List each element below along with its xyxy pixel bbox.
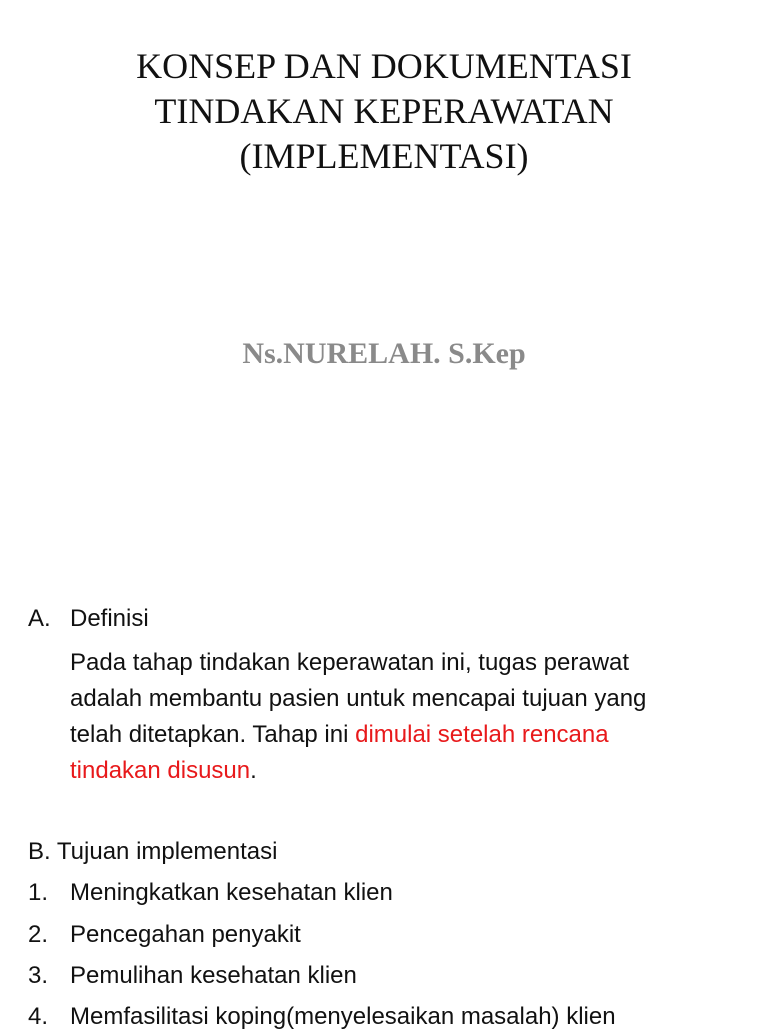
list-text: Pemulihan kesehatan klien — [70, 962, 357, 989]
list-item — [28, 961, 357, 991]
definition-line-1: Pada tahap tindakan keperawatan ini, tugas perawat — [70, 649, 630, 676]
slide-title — [0, 44, 768, 179]
definition-line-4 — [70, 753, 750, 789]
section-a-title: Definisi — [70, 605, 149, 632]
title-line-2: TINDAKAN KEPERAWATAN — [154, 91, 614, 131]
section-b-heading: B. Tujuan implementasi — [28, 838, 278, 865]
author-name: Ns.NURELAH. S.Kep — [242, 337, 526, 370]
list-text: Meningkatkan kesehatan klien — [70, 879, 393, 906]
definition-line-3 — [70, 717, 750, 753]
list-number: 1. — [28, 879, 49, 906]
list-number: 2. — [28, 921, 49, 948]
list-text: Pencegahan penyakit — [70, 921, 301, 948]
definition-highlight-2: tindakan disusun — [70, 757, 251, 784]
list-item — [28, 920, 301, 950]
definition-line-2: adalah membantu pasien untuk mencapai tujuan yang — [70, 685, 647, 712]
section-a-marker: A. — [28, 605, 51, 632]
title-line-1: KONSEP DAN DOKUMENTASI — [136, 46, 632, 86]
definition-line-4-end: . — [250, 757, 257, 784]
section-a-heading — [28, 604, 149, 634]
definition-paragraph — [70, 645, 750, 789]
definition-highlight-1: dimulai setelah rencana — [355, 721, 609, 748]
list-item — [28, 1002, 616, 1032]
list-item — [28, 878, 393, 908]
list-number: 4. — [28, 1003, 49, 1030]
definition-line-3-plain: telah ditetapkan. Tahap ini — [70, 721, 356, 748]
list-number: 3. — [28, 962, 49, 989]
title-line-3: (IMPLEMENTASI) — [239, 136, 529, 176]
list-text: Memfasilitasi koping(menyelesaikan masalah) klien — [70, 1003, 616, 1030]
